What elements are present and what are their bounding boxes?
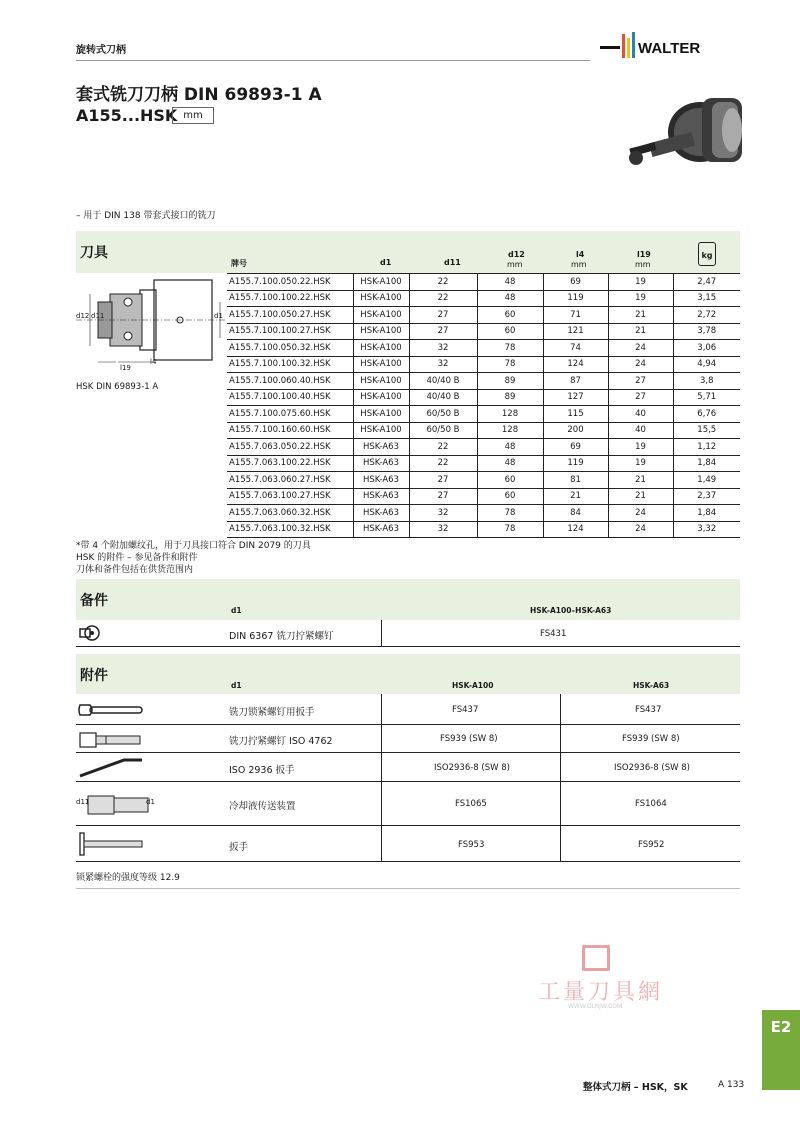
- table-cell: A155.7.100.060.40.HSK: [227, 373, 353, 390]
- table-cell: 22: [409, 274, 477, 291]
- col-header-designation: 牌号: [231, 259, 247, 268]
- table-cell: 48: [477, 274, 543, 291]
- acc-a100-5: FS953: [458, 840, 485, 850]
- table-cell: A155.7.063.050.22.HSK: [227, 439, 353, 456]
- table-cell: 69: [543, 439, 608, 456]
- table-cell: HSK-A100: [353, 422, 409, 439]
- table-cell: 24: [608, 356, 673, 373]
- table-row: [227, 439, 740, 456]
- table-cell: HSK-A63: [353, 455, 409, 472]
- table-cell: HSK-A100: [353, 373, 409, 390]
- table-cell: 78: [477, 521, 543, 538]
- spare-parts-band: [76, 579, 740, 620]
- table-cell: HSK-A100: [353, 323, 409, 340]
- table-cell: 115: [543, 406, 608, 423]
- table-cell: HSK-A63: [353, 472, 409, 489]
- acc-col-a63: HSK-A63: [633, 681, 670, 690]
- table-cell: 128: [477, 406, 543, 423]
- table-cell: 81: [543, 472, 608, 489]
- table-cell: 22: [409, 290, 477, 307]
- table-cell: 121: [543, 323, 608, 340]
- table-cell: 3,32: [673, 521, 740, 538]
- clamping-screw-icon: [76, 623, 106, 643]
- table-cell: 27: [409, 488, 477, 505]
- col-header-d11: d11: [444, 258, 461, 267]
- acc-a63-3: ISO2936-8 (SW 8): [614, 763, 690, 773]
- t-wrench-icon: [76, 829, 146, 859]
- spare-value: FS431: [540, 629, 567, 639]
- dim-label-d11: d11: [91, 312, 105, 320]
- table-cell: 2,72: [673, 307, 740, 324]
- table-cell: 40/40 B: [409, 389, 477, 406]
- table-cell: 127: [543, 389, 608, 406]
- col-header-d1: d1: [380, 258, 392, 267]
- table-cell: 27: [409, 323, 477, 340]
- table-row: [227, 505, 740, 522]
- table-cell: 40: [608, 422, 673, 439]
- coolant-label-d1: d1: [146, 798, 155, 806]
- table-cell: 27: [409, 472, 477, 489]
- table-cell: 69: [543, 274, 608, 291]
- acc-desc-1: 铣刀锁紧螺钉用扳手: [229, 707, 315, 718]
- acc-col-a100: HSK-A100: [452, 681, 494, 690]
- table-cell: 21: [608, 488, 673, 505]
- table-cell: 24: [608, 521, 673, 538]
- table-cell: HSK-A100: [353, 340, 409, 357]
- table-cell: 32: [409, 505, 477, 522]
- page-number: A 133: [718, 1080, 745, 1090]
- section-header: 旋转式刀柄: [76, 45, 126, 56]
- table-cell: 4,94: [673, 356, 740, 373]
- table-cell: A155.7.100.050.32.HSK: [227, 340, 353, 357]
- unit-badge: mm: [172, 107, 214, 124]
- table-cell: 60/50 B: [409, 422, 477, 439]
- table-cell: 32: [409, 356, 477, 373]
- table-cell: A155.7.063.100.27.HSK: [227, 488, 353, 505]
- table-cell: 27: [409, 307, 477, 324]
- table-cell: 60: [477, 307, 543, 324]
- acc-desc-5: 扳手: [229, 842, 249, 853]
- table-cell: 19: [608, 274, 673, 291]
- acc-desc-3: ISO 2936 扳手: [229, 765, 295, 776]
- table-cell: HSK-A63: [353, 505, 409, 522]
- col-header-l4-unit: mm: [571, 260, 587, 269]
- table-row: [227, 307, 740, 324]
- table-cell: 40/40 B: [409, 373, 477, 390]
- table-row: [227, 422, 740, 439]
- table-cell: 21: [608, 472, 673, 489]
- table-cell: 124: [543, 521, 608, 538]
- table-cell: 87: [543, 373, 608, 390]
- acc-a63-2: FS939 (SW 8): [622, 734, 680, 744]
- table-cell: A155.7.063.100.22.HSK: [227, 455, 353, 472]
- table-cell: A155.7.100.050.22.HSK: [227, 274, 353, 291]
- table-cell: 48: [477, 455, 543, 472]
- table-row: [227, 472, 740, 489]
- table-cell: A155.7.063.100.32.HSK: [227, 521, 353, 538]
- table-cell: 40: [608, 406, 673, 423]
- page-subtitle: A155...HSK: [76, 106, 178, 125]
- page-title: 套式铣刀刀柄 DIN 69893-1 A: [76, 85, 322, 105]
- table-row: [227, 274, 740, 291]
- spare-row-divider: [381, 620, 382, 647]
- table-cell: 78: [477, 505, 543, 522]
- accessories-title: 附件: [80, 668, 108, 684]
- watermark-text: 工量刀具網: [538, 980, 664, 1005]
- table-cell: 19: [608, 439, 673, 456]
- header-divider: [76, 60, 590, 61]
- table-cell: 27: [608, 373, 673, 390]
- table-cell: HSK-A63: [353, 488, 409, 505]
- table-cell: HSK-A100: [353, 406, 409, 423]
- table-cell: 19: [608, 290, 673, 307]
- acc-a100-2: FS939 (SW 8): [440, 734, 498, 744]
- diagram-caption: HSK DIN 69893-1 A: [76, 382, 159, 392]
- table-cell: 15,5: [673, 422, 740, 439]
- table-cell: A155.7.063.060.27.HSK: [227, 472, 353, 489]
- acc-a63-5: FS952: [638, 840, 665, 850]
- table-cell: 27: [608, 389, 673, 406]
- acc-a100-3: ISO2936-8 (SW 8): [434, 763, 510, 773]
- table-cell: 48: [477, 290, 543, 307]
- table-cell: 84: [543, 505, 608, 522]
- table-row: [227, 389, 740, 406]
- footer-title: 整体式刀柄 – HSK，SK: [583, 1082, 688, 1093]
- table-row: [227, 521, 740, 538]
- table-cell: 3,78: [673, 323, 740, 340]
- acc-a63-4: FS1064: [635, 799, 667, 809]
- acc-a63-1: FS437: [635, 705, 662, 715]
- accessories-note: 锁紧螺栓的强度等级 12.9: [76, 873, 180, 883]
- table-cell: 124: [543, 356, 608, 373]
- table-cell: 1,84: [673, 455, 740, 472]
- table-cell: 1,12: [673, 439, 740, 456]
- table-cell: 21: [608, 307, 673, 324]
- table-cell: 78: [477, 356, 543, 373]
- acc-divider-a: [381, 694, 382, 862]
- table-cell: 1,84: [673, 505, 740, 522]
- table-cell: 89: [477, 389, 543, 406]
- table-cell: 5,71: [673, 389, 740, 406]
- table-cell: 24: [608, 340, 673, 357]
- tool-footnote-1: *带 4 个附加螺纹孔，用于刀具接口符合 DIN 2079 的刀具: [76, 541, 311, 551]
- wrench-icon: [76, 699, 146, 721]
- coolant-label-d11: d11: [76, 798, 90, 806]
- table-cell: HSK-A63: [353, 439, 409, 456]
- table-cell: 119: [543, 290, 608, 307]
- table-cell: 48: [477, 439, 543, 456]
- table-cell: A155.7.100.075.60.HSK: [227, 406, 353, 423]
- table-cell: HSK-A100: [353, 356, 409, 373]
- table-cell: A155.7.100.100.32.HSK: [227, 356, 353, 373]
- table-cell: 60: [477, 323, 543, 340]
- table-cell: HSK-A100: [353, 389, 409, 406]
- dim-label-l4: l4: [150, 358, 157, 366]
- acc-col-d1: d1: [231, 681, 242, 690]
- weight-icon: kg: [698, 242, 716, 266]
- col-header-d12-unit: mm: [507, 260, 523, 269]
- table-cell: 74: [543, 340, 608, 357]
- table-row: [227, 406, 740, 423]
- table-cell: 32: [409, 340, 477, 357]
- table-cell: 2,47: [673, 274, 740, 291]
- dim-label-d12: d12: [76, 312, 90, 320]
- table-row: [227, 373, 740, 390]
- acc-a100-1: FS437: [452, 705, 479, 715]
- table-cell: 89: [477, 373, 543, 390]
- table-cell: HSK-A100: [353, 307, 409, 324]
- spare-col-d1: d1: [231, 606, 242, 615]
- logo-text: WALTER: [638, 40, 701, 57]
- product-image: [620, 90, 750, 190]
- table-cell: 2,37: [673, 488, 740, 505]
- table-cell: HSK-A100: [353, 274, 409, 291]
- col-header-l19-unit: mm: [635, 260, 651, 269]
- table-cell: 24: [608, 505, 673, 522]
- table-cell: 22: [409, 439, 477, 456]
- table-cell: 6,76: [673, 406, 740, 423]
- acc-a100-4: FS1065: [455, 799, 487, 809]
- dim-label-l19: l19: [120, 364, 131, 372]
- chapter-tab[interactable]: E2: [762, 1010, 800, 1090]
- table-cell: 21: [543, 488, 608, 505]
- table-row: [227, 455, 740, 472]
- table-cell: HSK-A63: [353, 521, 409, 538]
- acc-divider-b: [560, 694, 561, 862]
- spare-desc: DIN 6367 铣刀拧紧螺钉: [229, 631, 334, 642]
- spare-row: [76, 620, 740, 647]
- table-cell: 60: [477, 488, 543, 505]
- table-cell: A155.7.100.100.40.HSK: [227, 389, 353, 406]
- watermark-url: WWW.GLRJW.COM: [568, 1003, 623, 1010]
- tool-footnote-3: 刀体和备件包括在供货范围内: [76, 565, 194, 575]
- tool-footnote-2: HSK 的附件 – 参见备件和附件: [76, 553, 198, 563]
- table-row: [227, 356, 740, 373]
- acc-desc-2: 铣刀拧紧螺钉 ISO 4762: [229, 736, 333, 747]
- table-cell: A155.7.100.100.22.HSK: [227, 290, 353, 307]
- table-cell: 3,06: [673, 340, 740, 357]
- watermark: [520, 945, 680, 1015]
- watermark-logo-icon: [582, 945, 610, 971]
- table-row: [227, 340, 740, 357]
- table-cell: 19: [608, 455, 673, 472]
- table-row: [227, 290, 740, 307]
- table-cell: A155.7.063.060.32.HSK: [227, 505, 353, 522]
- table-cell: 200: [543, 422, 608, 439]
- table-cell: 128: [477, 422, 543, 439]
- bottom-divider: [76, 888, 740, 889]
- table-cell: HSK-A100: [353, 290, 409, 307]
- table-cell: 1,49: [673, 472, 740, 489]
- table-row: [227, 323, 740, 340]
- table-cell: 60: [477, 472, 543, 489]
- acc-desc-4: 冷却液传送装置: [229, 801, 296, 812]
- table-cell: 3,8: [673, 373, 740, 390]
- usage-note: – 用于 DIN 138 带套式接口的铣刀: [76, 211, 216, 221]
- table-cell: 119: [543, 455, 608, 472]
- table-row: [227, 488, 740, 505]
- tool-table: [227, 273, 740, 538]
- col-header-d12: d12: [508, 250, 525, 259]
- table-cell: 71: [543, 307, 608, 324]
- walter-logo: [600, 28, 740, 64]
- dim-label-d1: d1: [214, 312, 223, 320]
- spare-col-range: HSK-A100–HSK-A63: [530, 606, 612, 615]
- hex-key-icon: [76, 756, 146, 780]
- table-cell: 22: [409, 455, 477, 472]
- table-cell: 3,15: [673, 290, 740, 307]
- socket-screw-icon: [76, 730, 146, 750]
- col-header-l19: l19: [637, 250, 651, 259]
- spare-parts-title: 备件: [80, 593, 108, 609]
- tools-section-title: 刀具: [80, 245, 108, 261]
- holder-diagram: [76, 272, 226, 372]
- table-cell: 32: [409, 521, 477, 538]
- table-cell: A155.7.100.100.27.HSK: [227, 323, 353, 340]
- table-cell: A155.7.100.050.27.HSK: [227, 307, 353, 324]
- table-cell: 21: [608, 323, 673, 340]
- table-cell: 60/50 B: [409, 406, 477, 423]
- col-header-l4: l4: [576, 250, 585, 259]
- table-cell: 78: [477, 340, 543, 357]
- table-cell: A155.7.100.160.60.HSK: [227, 422, 353, 439]
